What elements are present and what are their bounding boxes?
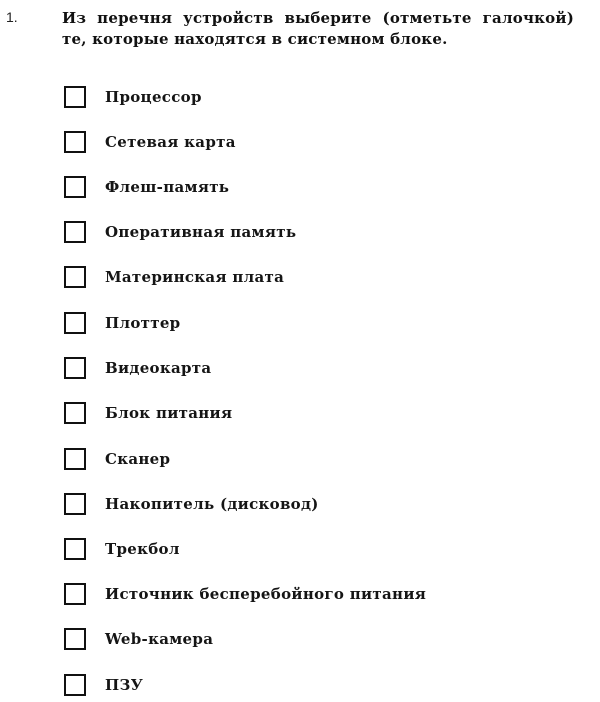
option-label: Блок питания <box>105 404 233 422</box>
option-webcam[interactable] <box>64 626 213 652</box>
option-label: Процессор <box>105 88 202 106</box>
option-label: Web-камера <box>105 630 214 648</box>
option-label: ПЗУ <box>105 676 144 694</box>
option-label: Источник бесперебойного питания <box>105 585 427 603</box>
checkbox[interactable] <box>64 448 86 470</box>
option-ups[interactable] <box>64 581 426 607</box>
option-trackball[interactable] <box>64 536 180 562</box>
option-flash-memory[interactable] <box>64 174 229 200</box>
option-network-card[interactable] <box>64 129 236 155</box>
option-plotter[interactable] <box>64 310 180 336</box>
checkbox[interactable] <box>64 674 86 696</box>
checkbox[interactable] <box>64 176 86 198</box>
option-motherboard[interactable] <box>64 264 284 290</box>
option-label: Сканер <box>105 450 171 468</box>
option-label: Материнская плата <box>105 268 285 286</box>
option-label: Оперативная память <box>105 223 297 241</box>
option-label: Флеш-память <box>105 178 230 196</box>
option-label: Сетевая карта <box>105 133 236 151</box>
option-label: Плоттер <box>105 314 181 332</box>
checkbox[interactable] <box>64 221 86 243</box>
option-processor[interactable] <box>64 84 202 110</box>
option-label: Накопитель (дисковод) <box>105 495 319 513</box>
checkbox[interactable] <box>64 312 86 334</box>
question-number: 1. <box>6 9 18 25</box>
question-text: Из перечня устройств выберите (отметьте галочкой) те, которые находятся в системном блоке. <box>62 9 574 48</box>
option-scanner[interactable] <box>64 446 170 472</box>
option-label: Видеокарта <box>105 359 212 377</box>
checkbox[interactable] <box>64 538 86 560</box>
checkbox[interactable] <box>64 583 86 605</box>
checkbox[interactable] <box>64 628 86 650</box>
option-video-card[interactable] <box>64 355 211 381</box>
checkbox[interactable] <box>64 493 86 515</box>
checkbox[interactable] <box>64 86 86 108</box>
checkbox[interactable] <box>64 266 86 288</box>
checkbox[interactable] <box>64 402 86 424</box>
option-label: Трекбол <box>105 540 180 558</box>
option-power-supply[interactable] <box>64 400 232 426</box>
option-disk-drive[interactable] <box>64 491 319 517</box>
option-ram[interactable] <box>64 219 296 245</box>
checkbox[interactable] <box>64 357 86 379</box>
option-rom[interactable] <box>64 672 143 698</box>
checkbox[interactable] <box>64 131 86 153</box>
